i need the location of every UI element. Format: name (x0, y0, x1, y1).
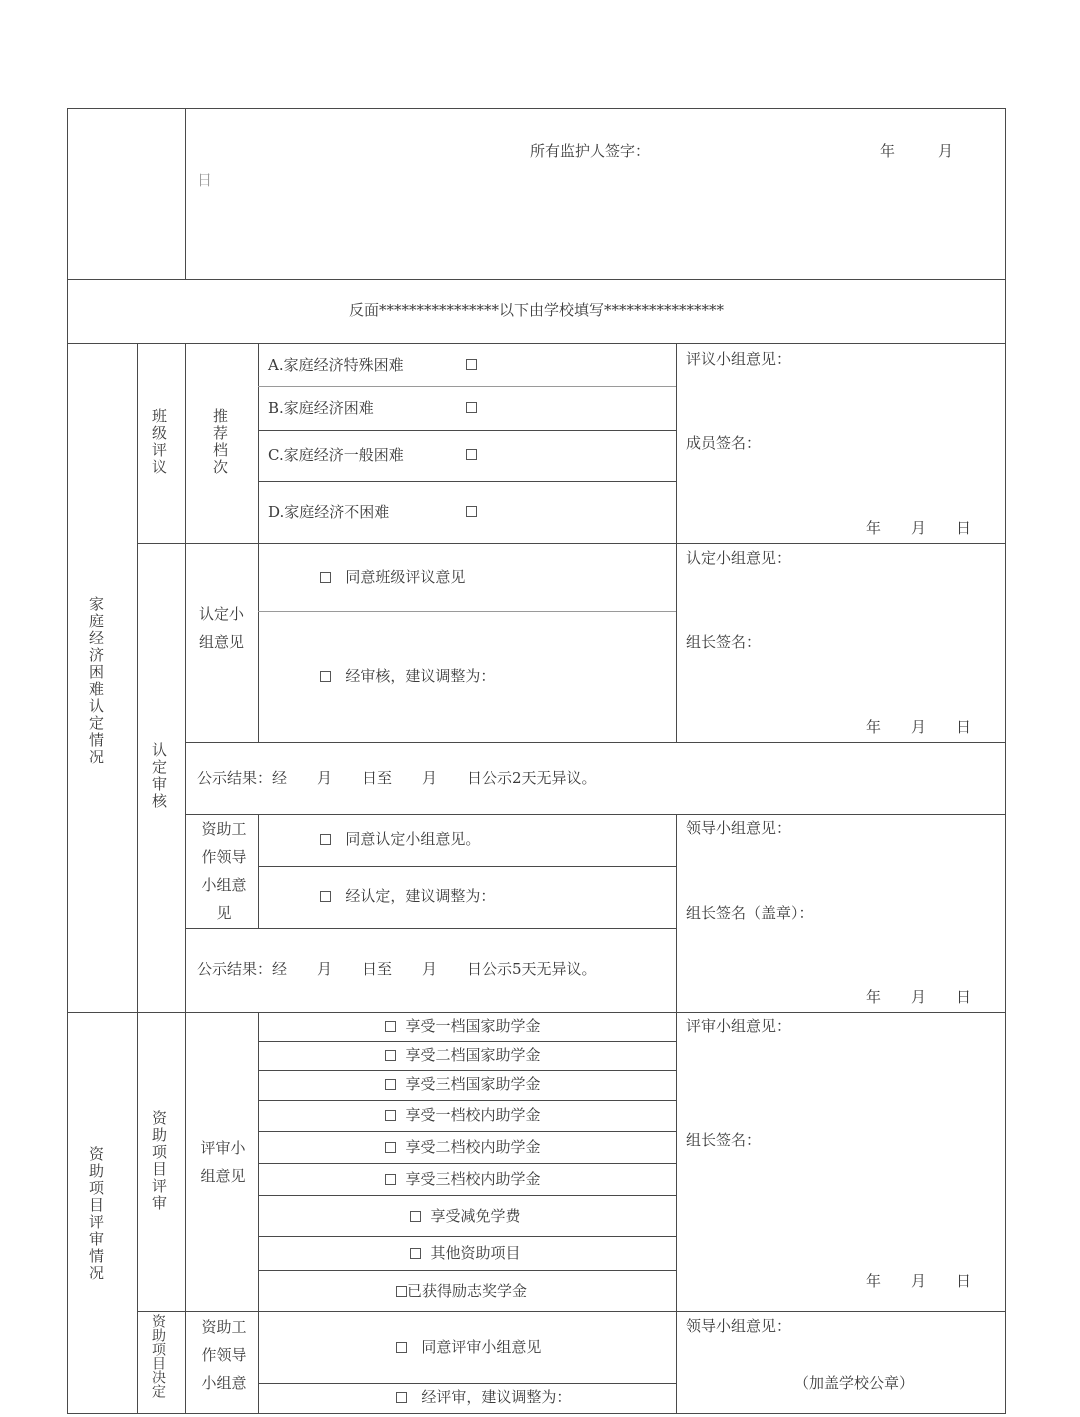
checkbox-option-a[interactable] (466, 359, 477, 370)
aid-review-label: 资助项目评审 (150, 1110, 168, 1212)
divider (258, 1163, 676, 1164)
divider (137, 1311, 1005, 1312)
leader-signature-seal-label: 组长签名（盖章）： (686, 904, 814, 922)
divider (258, 1012, 259, 1414)
checkbox-aid-9[interactable] (396, 1286, 407, 1297)
date-year: 年 (880, 142, 896, 160)
checkbox-option-b[interactable] (466, 402, 477, 413)
checkbox-option-c[interactable] (466, 449, 477, 460)
audit-group-label: 认定小组意见 (199, 605, 245, 651)
divider (258, 1383, 676, 1384)
option-d-label: D.家庭经济不困难 (268, 503, 390, 521)
checkbox-aid-3[interactable] (385, 1079, 396, 1090)
checkbox-aid-5[interactable] (385, 1142, 396, 1153)
aid-option-8-label: 其他资助项目 (430, 1244, 521, 1262)
decision-opinion-label: 领导小组意见： (686, 1317, 792, 1335)
frame-top (67, 108, 1006, 109)
review-group-opinion-label: 评议小组意见： (686, 350, 792, 368)
back-side-banner: 反面****************以下由学校填写**************** (348, 301, 724, 319)
option-b-label: B.家庭经济困难 (268, 399, 374, 417)
audit-adjust-option (320, 669, 495, 684)
option-c-label: C.家庭经济一般困难 (268, 446, 404, 464)
checkbox-decision-adjust[interactable] (396, 1392, 407, 1403)
divider (258, 1070, 676, 1071)
divider (185, 928, 676, 929)
checkbox-decision-agree[interactable] (396, 1342, 407, 1353)
divider (185, 108, 186, 279)
divider (258, 386, 676, 387)
section-title-aid-review: 资助项目评审情况 (87, 1146, 105, 1282)
recommend-level-label: 推荐档次 (211, 408, 229, 476)
aid-option-5-label: 享受二档校内助学金 (405, 1138, 541, 1156)
audit-agree-label: 同意班级评议意见 (345, 568, 466, 586)
divider (258, 1041, 676, 1042)
review-group-label: 评审小组意见 (200, 1139, 246, 1185)
divider (67, 343, 1006, 344)
decision-group-label: 资助工作领导小组意 (201, 1318, 247, 1392)
aid-review-opinion-label: 评审小组意见： (686, 1017, 792, 1035)
aid-option-3-label: 享受三档国家助学金 (405, 1075, 541, 1093)
checkbox-aid-6[interactable] (385, 1174, 396, 1185)
decision-agree-option (396, 1340, 541, 1355)
leader-agree-label: 同意认定小组意见。 (345, 830, 481, 848)
aid-option-5 (385, 1140, 541, 1155)
leader-group-opinion-label: 领导小组意见： (686, 819, 792, 837)
aid-option-8 (410, 1246, 521, 1261)
leader-adjust-label: 经认定，建议调整为： (345, 887, 496, 905)
divider (258, 481, 676, 482)
publicity-result-2days: 公示结果：经 月 日至 月 日公示2天无异议。 (197, 769, 597, 787)
aid-decision-label: 资助项目决定 (150, 1314, 166, 1398)
audit-adjust-label: 经审核，建议调整为： (345, 667, 496, 685)
aid-option-2 (385, 1048, 541, 1063)
decision-adjust-label: 经评审，建议调整为： (421, 1388, 572, 1406)
divider (67, 1012, 1006, 1013)
aid-option-1-label: 享受一档国家助学金 (405, 1017, 541, 1035)
checkbox-aid-7[interactable] (410, 1211, 421, 1222)
publicity-result-5days: 公示结果：经 月 日至 月 日公示5天无异议。 (197, 960, 597, 978)
aid-option-7-label: 享受减免学费 (430, 1207, 521, 1225)
option-a-label: A.家庭经济特殊困难 (268, 356, 404, 374)
divider (67, 279, 1006, 280)
aid-option-9 (396, 1284, 527, 1299)
option-c (268, 448, 404, 463)
aid-option-6 (385, 1172, 541, 1187)
aid-option-4-label: 享受一档校内助学金 (405, 1106, 541, 1124)
aid-option-4 (385, 1108, 541, 1123)
checkbox-aid-8[interactable] (410, 1248, 421, 1259)
leader-agree-option (320, 832, 480, 847)
divider (185, 814, 1005, 815)
option-b (268, 401, 374, 416)
leader-date: 年 月 日 (866, 988, 972, 1006)
option-a (268, 358, 404, 373)
audit-group-opinion-label: 认定小组意见： (686, 549, 792, 567)
checkbox-leader-adjust[interactable] (320, 891, 331, 902)
divider (258, 814, 259, 928)
divider (67, 1413, 1006, 1414)
divider (258, 1100, 676, 1101)
checkbox-leader-agree[interactable] (320, 834, 331, 845)
date-month: 月 (938, 142, 954, 160)
divider (258, 1236, 676, 1237)
checkbox-option-d[interactable] (466, 506, 477, 517)
divider (676, 1012, 677, 1414)
review-date: 年 月 日 (866, 519, 972, 537)
audit-date: 年 月 日 (866, 718, 972, 736)
checkbox-audit-agree[interactable] (320, 572, 331, 583)
checkbox-aid-4[interactable] (385, 1110, 396, 1121)
checkbox-aid-1[interactable] (385, 1021, 396, 1032)
divider (258, 430, 676, 431)
divider (185, 742, 1005, 743)
audit-label: 认定审核 (150, 742, 168, 810)
aid-option-7 (410, 1209, 521, 1224)
school-seal-note: （加盖学校公章） (794, 1374, 915, 1392)
divider (258, 1195, 676, 1196)
guardian-signature-label: 所有监护人签字： (530, 142, 651, 160)
divider (258, 1131, 676, 1132)
checkbox-aid-2[interactable] (385, 1050, 396, 1061)
divider (137, 543, 1005, 544)
divider (258, 611, 676, 612)
decision-agree-label: 同意评审小组意见 (421, 1338, 542, 1356)
aid-option-1 (385, 1019, 541, 1034)
section-title-hardship: 家庭经济困难认定情况 (87, 596, 105, 766)
member-signature-label: 成员签名： (686, 434, 762, 452)
divider (258, 866, 676, 867)
checkbox-audit-adjust[interactable] (320, 671, 331, 682)
divider (185, 343, 186, 1414)
audit-leader-signature-label: 组长签名： (686, 633, 762, 651)
divider (676, 814, 677, 1012)
leader-group-label: 资助工作领导小组意见 (201, 820, 247, 922)
divider (258, 1270, 676, 1271)
leader-adjust-option (320, 889, 495, 904)
date-day: 日 (197, 171, 213, 189)
class-review-label: 班级评议 (150, 408, 168, 476)
option-d (268, 505, 389, 520)
aid-option-2-label: 享受二档国家助学金 (405, 1046, 541, 1064)
aid-option-3 (385, 1077, 541, 1092)
decision-adjust-option (396, 1390, 571, 1405)
aid-review-signature-label: 组长签名： (686, 1131, 762, 1149)
divider (137, 343, 138, 1414)
aid-option-6-label: 享受三档校内助学金 (405, 1170, 541, 1188)
aid-review-date: 年 月 日 (866, 1272, 972, 1290)
aid-option-9-label: 已获得励志奖学金 (407, 1282, 528, 1300)
audit-agree-option (320, 570, 465, 585)
